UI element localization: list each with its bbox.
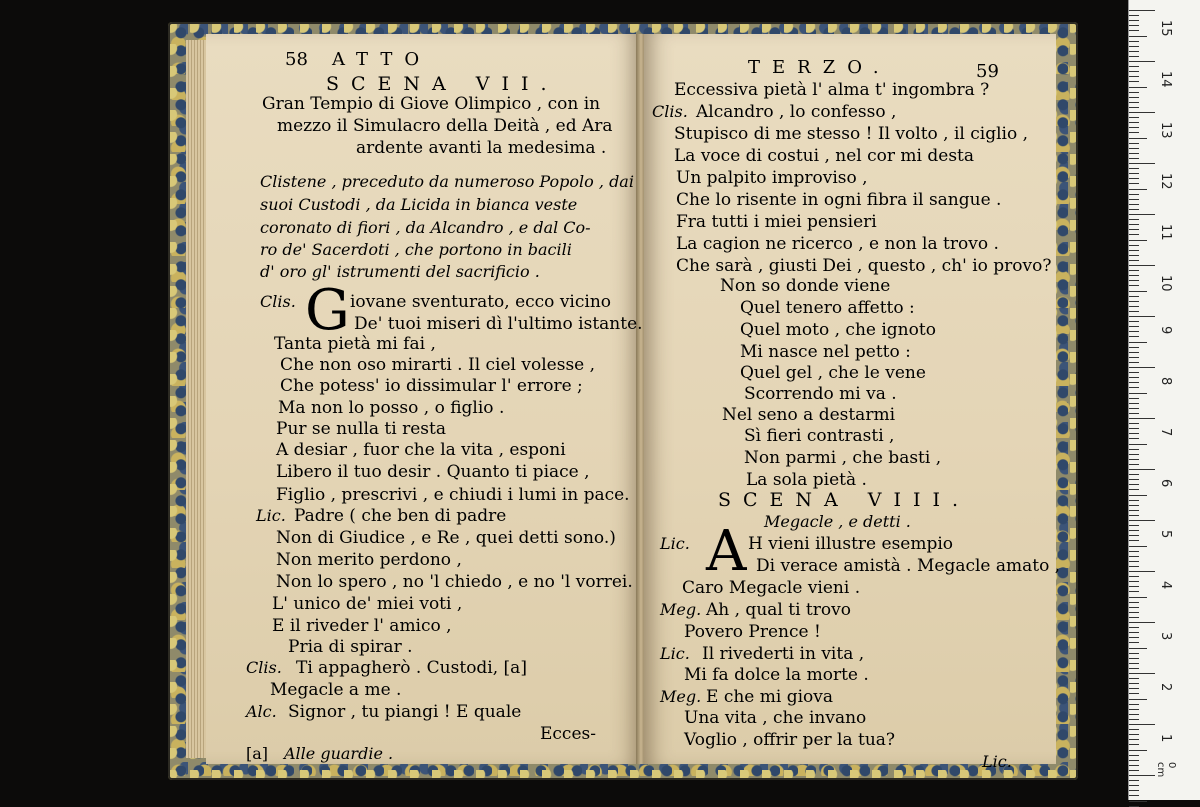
stage-direction-line: ro de' Sacerdoti , che portono in bacili	[260, 240, 572, 259]
ruler-tick	[1129, 183, 1139, 184]
ruler-tick	[1129, 597, 1147, 598]
ruler-tick	[1129, 367, 1155, 368]
ruler-tick	[1129, 535, 1139, 536]
right-scene-heading: SCENA VIII.	[718, 489, 971, 511]
ruler-label: 2	[1158, 683, 1173, 692]
ruler-label: 13	[1158, 122, 1173, 139]
ruler-tick	[1129, 591, 1139, 592]
ruler-tick	[1129, 704, 1139, 705]
ruler-tick	[1129, 693, 1139, 694]
speaker-label: Meg.	[660, 687, 702, 706]
ruler-tick	[1129, 229, 1139, 230]
page-edges	[186, 40, 208, 758]
catchword: Lic.	[982, 752, 1012, 771]
stage-direction-line: d' oro gl' istrumenti del sacrificio .	[260, 262, 540, 281]
stage-direction-line: coronato di fiori , da Alcandro , e dal Co-	[260, 218, 591, 237]
verse-line: A desiar , fuor che la vita , esponi	[276, 440, 566, 460]
verse-line: Fra tutti i miei pensieri	[676, 212, 877, 232]
ruler-tick	[1129, 382, 1139, 383]
ruler-tick	[1129, 734, 1139, 735]
speaker-label: Lic.	[660, 644, 690, 663]
ruler-label: 5	[1158, 530, 1173, 539]
ruler-tick	[1129, 454, 1139, 455]
ruler-tick	[1129, 377, 1139, 378]
ruler-tick	[1129, 46, 1139, 47]
ruler-tick	[1129, 637, 1139, 638]
verse-line: Che non oso mirarti . Il ciel volesse ,	[280, 355, 596, 375]
scene-characters: Megacle , e detti .	[764, 512, 911, 531]
ruler-label: 9	[1158, 326, 1173, 335]
ruler-tick	[1129, 224, 1139, 225]
ruler-tick	[1129, 265, 1155, 266]
ruler-tick	[1129, 444, 1147, 445]
ruler-tick	[1129, 10, 1155, 11]
ruler-tick	[1129, 484, 1139, 485]
ruler-tick	[1129, 525, 1139, 526]
ruler-label: 6	[1158, 479, 1173, 488]
ruler-label: 12	[1158, 173, 1173, 190]
ruler-tick	[1129, 617, 1139, 618]
ruler-tick	[1129, 71, 1139, 72]
ruler-tick	[1129, 449, 1139, 450]
ruler-tick	[1129, 489, 1139, 490]
ruler-tick	[1129, 403, 1139, 404]
verse-line: Non lo spero , no 'l chiedo , e no 'l vorrei.	[276, 572, 633, 592]
setting-line: ardente avanti la medesima .	[356, 138, 607, 158]
verse-line: Alcandro , lo confesso ,	[696, 102, 897, 122]
verse-line: La voce di costui , nel cor mi desta	[674, 146, 975, 166]
ruler-tick	[1129, 158, 1139, 159]
verse-line: Ma non lo posso , o figlio .	[278, 398, 505, 418]
ruler-tick	[1129, 750, 1147, 751]
ruler-tick	[1129, 194, 1139, 195]
ruler-tick	[1129, 234, 1139, 235]
ruler-tick	[1129, 61, 1155, 62]
measuring-ruler	[1128, 0, 1200, 800]
verse-line: Pur se nulla ti resta	[276, 419, 446, 439]
ruler-tick	[1129, 806, 1139, 807]
ruler-tick	[1129, 653, 1139, 654]
ruler-tick	[1129, 561, 1139, 562]
ruler-tick	[1129, 219, 1139, 220]
ruler-tick	[1129, 658, 1139, 659]
ruler-tick	[1129, 321, 1139, 322]
ruler-tick	[1129, 520, 1155, 521]
ruler-tick	[1129, 719, 1139, 720]
verse-line: Voglio , offrir per la tua?	[684, 730, 896, 750]
ruler-tick	[1129, 586, 1139, 587]
ruler-tick	[1129, 301, 1139, 302]
ruler-tick	[1129, 683, 1139, 684]
ruler-tick	[1129, 393, 1147, 394]
ruler-tick	[1129, 51, 1139, 52]
speaker-label: Lic.	[256, 506, 286, 525]
right-page-number: 59	[976, 61, 999, 82]
ruler-tick	[1129, 699, 1147, 700]
ruler-tick	[1129, 362, 1139, 363]
aria-line: La sola pietà .	[746, 470, 867, 490]
ruler-tick	[1129, 306, 1139, 307]
ruler-tick	[1129, 92, 1139, 93]
ruler-tick	[1129, 795, 1139, 796]
ruler-tick	[1129, 255, 1139, 256]
ruler-tick	[1129, 459, 1139, 460]
ruler-tick	[1129, 724, 1155, 725]
verse-line: Una vita , che invano	[684, 708, 867, 728]
verse-line: E il riveder l' amico ,	[272, 616, 452, 636]
ruler-tick	[1129, 540, 1139, 541]
ruler-label: 11	[1158, 224, 1173, 241]
ruler-tick	[1129, 189, 1147, 190]
ruler-tick	[1129, 418, 1155, 419]
ruler-tick	[1129, 500, 1139, 501]
ruler-tick	[1129, 25, 1139, 26]
left-scene-heading: SCENA VII.	[326, 73, 559, 95]
ruler-tick	[1129, 291, 1147, 292]
ruler-tick	[1129, 97, 1139, 98]
ruler-tick	[1129, 214, 1155, 215]
aria-line: Quel tenero affetto :	[740, 298, 915, 318]
ruler-tick	[1129, 173, 1139, 174]
ruler-tick	[1129, 566, 1139, 567]
ruler-tick	[1129, 678, 1139, 679]
ruler-tick	[1129, 744, 1139, 745]
verse-line: H vieni illustre esempio	[748, 534, 954, 554]
ruler-tick	[1129, 148, 1139, 149]
verse-line: Libero il tuo desir . Quanto ti piace ,	[276, 462, 590, 482]
drop-cap: A	[706, 519, 747, 584]
ruler-tick	[1129, 474, 1139, 475]
ruler-label: 7	[1158, 428, 1173, 437]
ruler-tick	[1129, 780, 1139, 781]
aria-line: Quel moto , che ignoto	[740, 320, 936, 340]
ruler-tick	[1129, 546, 1147, 547]
ruler-tick	[1129, 270, 1139, 271]
ruler-tick	[1129, 250, 1139, 251]
ruler-tick	[1129, 331, 1139, 332]
verse-line: Di verace amistà . Megacle amato ,	[756, 556, 1061, 576]
stage-direction-line: Clistene , preceduto da numeroso Popolo , dai	[260, 172, 634, 191]
ruler-tick	[1129, 372, 1139, 373]
verse-line: Ah , qual ti trovo	[706, 600, 851, 620]
ruler-tick	[1129, 36, 1147, 37]
ruler-tick	[1129, 280, 1139, 281]
verse-line: L' unico de' miei voti ,	[272, 594, 463, 614]
ruler-tick	[1129, 571, 1155, 572]
ruler-tick	[1129, 607, 1139, 608]
ruler-tick	[1129, 117, 1139, 118]
ruler-tick	[1129, 326, 1139, 327]
verse-line: Povero Prence !	[684, 622, 821, 642]
drop-cap: G	[305, 278, 350, 343]
verse-line: La cagion ne ricerco , e non la trovo .	[676, 234, 999, 254]
ruler-tick	[1129, 530, 1139, 531]
ruler-tick	[1129, 163, 1155, 164]
verse-line: Signor , tu piangi ! E quale	[288, 702, 522, 722]
ruler-tick	[1129, 41, 1139, 42]
aria-line: Sì fieri contrasti ,	[744, 426, 895, 446]
footnote-mark: [a]	[246, 744, 269, 763]
stage-direction-line: suoi Custodi , da Licida in bianca veste	[260, 195, 578, 214]
ruler-tick	[1129, 765, 1139, 766]
ruler-tick	[1129, 413, 1139, 414]
ruler-tick	[1129, 112, 1155, 113]
ruler-tick	[1129, 143, 1139, 144]
ruler-tick	[1129, 801, 1147, 802]
verse-line: Tanta pietà mi fai ,	[274, 334, 436, 354]
ruler-tick	[1129, 423, 1139, 424]
setting-line: Gran Tempio di Giove Olimpico , con in	[262, 94, 601, 114]
speaker-label: Lic.	[660, 534, 690, 553]
ruler-tick	[1129, 102, 1139, 103]
ruler-tick	[1129, 428, 1139, 429]
ruler-tick	[1129, 668, 1139, 669]
ruler-label: 15	[1158, 20, 1173, 37]
ruler-tick	[1129, 107, 1139, 108]
ruler-tick	[1129, 612, 1139, 613]
ruler-tick	[1129, 602, 1139, 603]
aria-line: Quel gel , che le vene	[740, 363, 926, 383]
ruler-tick	[1129, 199, 1139, 200]
verse-line: Padre ( che ben di padre	[294, 506, 507, 526]
ruler-tick	[1129, 581, 1139, 582]
ruler-tick	[1129, 132, 1139, 133]
verse-line: iovane sventurato, ecco vicino	[350, 292, 612, 312]
ruler-tick	[1129, 785, 1139, 786]
ruler-tick	[1129, 20, 1139, 21]
ruler-tick	[1129, 505, 1139, 506]
ruler-tick	[1129, 398, 1139, 399]
setting-line: mezzo il Simulacro della Deità , ed Ara	[277, 116, 613, 136]
right-running-head: TERZO.	[748, 57, 891, 78]
verse-line: Eccessiva pietà l' alma t' ingombra ?	[674, 80, 990, 100]
ruler-tick	[1129, 408, 1139, 409]
ruler-tick	[1129, 760, 1139, 761]
ruler-tick	[1129, 153, 1139, 154]
ruler-tick	[1129, 352, 1139, 353]
ruler-tick	[1129, 285, 1139, 286]
ruler-tick	[1129, 714, 1139, 715]
ruler-tick	[1129, 729, 1139, 730]
ruler-tick	[1129, 622, 1155, 623]
ruler-tick	[1129, 76, 1139, 77]
ruler-tick	[1129, 495, 1147, 496]
verse-line: E che mi giova	[706, 687, 834, 707]
ruler-tick	[1129, 673, 1155, 674]
ruler-tick	[1129, 87, 1147, 88]
speaker-label: Alc.	[246, 702, 277, 721]
verse-line: Figlio , prescrivi , e chiudi i lumi in pace.	[276, 485, 630, 505]
aria-line: Non parmi , che basti ,	[744, 448, 942, 468]
ruler-label: 4	[1158, 581, 1173, 590]
aria-line: Scorrendo mi va .	[744, 384, 897, 404]
ruler-tick	[1129, 515, 1139, 516]
ruler-tick	[1129, 209, 1139, 210]
speaker-label: Clis.	[260, 292, 296, 311]
ruler-tick	[1129, 663, 1139, 664]
ruler-tick	[1129, 770, 1139, 771]
ruler-tick	[1129, 357, 1139, 358]
ruler-tick	[1129, 688, 1139, 689]
ruler-tick	[1129, 479, 1139, 480]
ruler-tick	[1129, 642, 1139, 643]
ruler-tick	[1129, 438, 1139, 439]
left-running-head: ATTO	[332, 49, 432, 70]
ruler-tick	[1129, 336, 1139, 337]
ruler-tick	[1129, 790, 1139, 791]
ruler-tick	[1129, 240, 1147, 241]
ruler-tick	[1129, 775, 1155, 776]
verse-line: Un palpito improviso ,	[676, 168, 868, 188]
ruler-tick	[1129, 260, 1139, 261]
aria-line: Non so donde viene	[720, 276, 891, 296]
verse-line: Caro Megacle vieni .	[682, 578, 861, 598]
ruler-tick	[1129, 469, 1155, 470]
ruler-tick	[1129, 168, 1139, 169]
speaker-label: Clis.	[246, 658, 282, 677]
ruler-tick	[1129, 387, 1139, 388]
verse-line: Megacle a me .	[270, 680, 402, 700]
ruler-tick	[1129, 316, 1155, 317]
ruler-tick	[1129, 296, 1139, 297]
ruler-label: 1	[1158, 734, 1173, 743]
verse-line: De' tuoi miseri dì l'ultimo istante.	[354, 314, 643, 334]
verse-line: Il rivederti in vita ,	[702, 644, 865, 664]
ruler-label: 14	[1158, 71, 1173, 88]
catchword: Ecces-	[540, 724, 596, 744]
speaker-label: Meg.	[660, 600, 702, 619]
ruler-tick	[1129, 556, 1139, 557]
ruler-tick	[1129, 627, 1139, 628]
ruler-tick	[1129, 15, 1139, 16]
ruler-tick	[1129, 576, 1139, 577]
ruler-tick	[1129, 433, 1139, 434]
footnote-text: Alle guardie .	[284, 744, 394, 763]
ruler-tick	[1129, 632, 1139, 633]
speaker-label: Clis.	[652, 102, 688, 121]
verse-line: Ti appagherò . Custodi, [a]	[296, 658, 527, 678]
ruler-tick	[1129, 245, 1139, 246]
verse-line: Pria di spirar .	[288, 637, 413, 657]
ruler-tick	[1129, 275, 1139, 276]
ruler-tick	[1129, 204, 1139, 205]
verse-line: Non merito perdono ,	[276, 550, 462, 570]
ruler-tick	[1129, 709, 1139, 710]
verse-line: Non di Giudice , e Re , quei detti sono.)	[276, 528, 616, 548]
ruler-tick	[1129, 510, 1139, 511]
ruler-label: 8	[1158, 377, 1173, 386]
ruler-tick	[1129, 138, 1147, 139]
aria-line: Nel seno a destarmi	[722, 405, 896, 425]
ruler-label: 10	[1158, 275, 1173, 292]
ruler-tick	[1129, 56, 1139, 57]
verse-line: Che lo risente in ogni fibra il sangue .	[676, 190, 1002, 210]
ruler-tick	[1129, 739, 1139, 740]
ruler-tick	[1129, 551, 1139, 552]
ruler-unit: 0 cm	[1155, 762, 1177, 778]
ruler-tick	[1129, 30, 1139, 31]
aria-line: Mi nasce nel petto :	[740, 342, 911, 362]
ruler-tick	[1129, 66, 1139, 67]
ruler-tick	[1129, 81, 1139, 82]
left-page-number: 58	[285, 49, 308, 70]
verse-line: Che sarà , giusti Dei , questo , ch' io provo?	[676, 256, 1052, 276]
ruler-tick	[1129, 648, 1147, 649]
ruler-tick	[1129, 122, 1139, 123]
ruler-tick	[1129, 347, 1139, 348]
ruler-tick	[1129, 342, 1147, 343]
verse-line: Stupisco di me stesso ! Il volto , il ciglio ,	[674, 124, 1029, 144]
ruler-tick	[1129, 464, 1139, 465]
ruler-tick	[1129, 127, 1139, 128]
verse-line: Che potess' io dissimular l' errore ;	[280, 376, 583, 396]
ruler-tick	[1129, 755, 1139, 756]
verse-line: Mi fa dolce la morte .	[684, 665, 869, 685]
ruler-label: 3	[1158, 632, 1173, 641]
ruler-tick	[1129, 311, 1139, 312]
ruler-tick	[1129, 178, 1139, 179]
